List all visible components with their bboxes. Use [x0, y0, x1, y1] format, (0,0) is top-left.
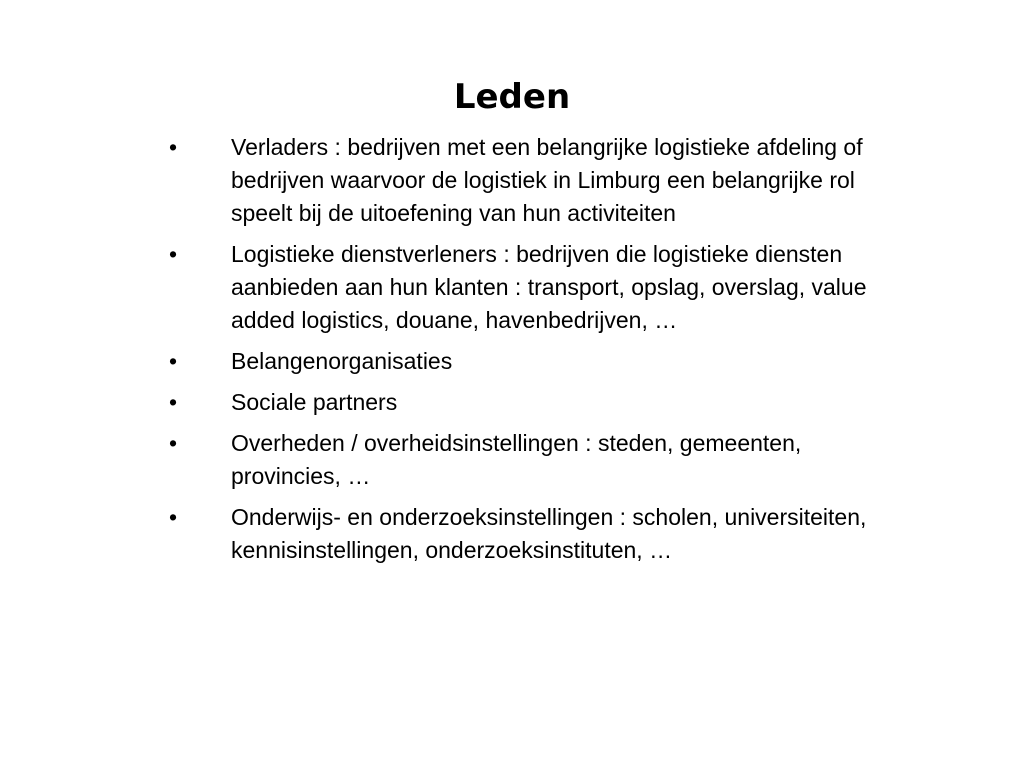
bullet-icon: •	[169, 348, 178, 374]
list-item-text: Onderwijs- en onderzoeksinstellingen : scholen, universiteiten, kennisinstellingen, onderzoeksinstituten, …	[231, 504, 867, 563]
list-item	[165, 238, 895, 337]
bullet-icon: •	[169, 504, 178, 530]
bullet-list	[165, 131, 895, 575]
list-item-text: Overheden / overheidsinstellingen : steden, gemeenten, provincies, …	[231, 430, 802, 489]
list-item	[165, 501, 895, 567]
list-item	[165, 131, 895, 230]
bullet-icon: •	[169, 389, 178, 415]
bullet-icon: •	[169, 134, 178, 160]
slide-title: Leden	[453, 77, 571, 117]
list-item	[165, 386, 895, 419]
bullet-icon: •	[169, 430, 178, 456]
bullet-icon: •	[169, 241, 178, 267]
list-item-text: Verladers : bedrijven met een belangrijke logistieke afdeling of bedrijven waarvoor de logistiek in Limburg een belangrijke rol speelt bij de uitoefening van hun activiteiten	[231, 134, 863, 226]
list-item-text: Sociale partners	[231, 389, 398, 415]
list-item-text: Belangenorganisaties	[231, 348, 453, 374]
list-item	[165, 427, 895, 493]
list-item-text: Logistieke dienstverleners : bedrijven die logistieke diensten aanbieden aan hun klanten : transport, opslag, overslag, value added logistics, douane, havenbedrijven, …	[231, 241, 867, 333]
list-item	[165, 345, 895, 378]
